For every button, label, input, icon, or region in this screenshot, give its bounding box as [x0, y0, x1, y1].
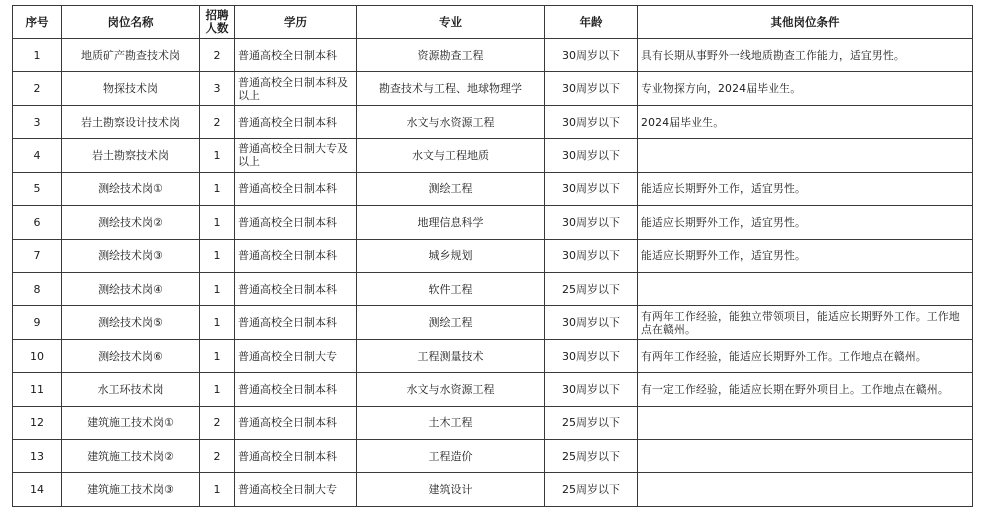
cell-education: 普通高校全日制本科 [235, 239, 357, 272]
cell-recruit-count: 1 [200, 139, 235, 172]
cell-education: 普通高校全日制大专 [235, 339, 357, 372]
cell-seq: 11 [13, 373, 62, 406]
cell-major: 软件工程 [357, 272, 545, 305]
cell-age: 30周岁以下 [545, 172, 638, 205]
cell-education: 普通高校全日制本科 [235, 306, 357, 339]
cell-major: 水文与工程地质 [357, 139, 545, 172]
cell-major: 测绘工程 [357, 306, 545, 339]
cell-age: 25周岁以下 [545, 272, 638, 305]
cell-recruit-count: 1 [200, 306, 235, 339]
cell-other-conditions: 有一定工作经验，能适应长期在野外项目上。工作地点在赣州。 [638, 373, 973, 406]
cell-age: 25周岁以下 [545, 406, 638, 439]
cell-seq: 2 [13, 72, 62, 105]
table-header-row [13, 6, 973, 39]
cell-position-name: 测绘技术岗② [62, 206, 200, 239]
cell-position-name: 地质矿产勘查技术岗 [62, 39, 200, 72]
cell-education: 普通高校全日制本科 [235, 440, 357, 473]
cell-recruit-count: 1 [200, 373, 235, 406]
cell-education: 普通高校全日制本科 [235, 373, 357, 406]
cell-seq: 1 [13, 39, 62, 72]
cell-recruit-count: 1 [200, 473, 235, 507]
header-other-conditions: 其他岗位条件 [638, 6, 973, 39]
table-row [13, 406, 973, 439]
header-age: 年龄 [545, 6, 638, 39]
cell-major: 勘查技术与工程、地球物理学 [357, 72, 545, 105]
header-major: 专业 [357, 6, 545, 39]
cell-position-name: 物探技术岗 [62, 72, 200, 105]
header-position-name: 岗位名称 [62, 6, 200, 39]
cell-other-conditions: 具有长期从事野外一线地质勘查工作能力，适宜男性。 [638, 39, 973, 72]
cell-position-name: 测绘技术岗⑥ [62, 339, 200, 372]
cell-major: 资源勘查工程 [357, 39, 545, 72]
cell-other-conditions: 有两年工作经验，能独立带领项目，能适应长期野外工作。工作地点在赣州。 [638, 306, 973, 339]
cell-position-name: 测绘技术岗① [62, 172, 200, 205]
cell-recruit-count: 2 [200, 406, 235, 439]
cell-education: 普通高校全日制本科 [235, 406, 357, 439]
cell-recruit-count: 2 [200, 440, 235, 473]
cell-other-conditions: 能适应长期野外工作，适宜男性。 [638, 239, 973, 272]
cell-major: 测绘工程 [357, 172, 545, 205]
cell-position-name: 测绘技术岗③ [62, 239, 200, 272]
cell-education: 普通高校全日制大专及以上 [235, 139, 357, 172]
cell-major: 水文与水资源工程 [357, 373, 545, 406]
cell-recruit-count: 1 [200, 172, 235, 205]
cell-seq: 3 [13, 105, 62, 138]
cell-seq: 9 [13, 306, 62, 339]
cell-age: 30周岁以下 [545, 139, 638, 172]
header-seq: 序号 [13, 6, 62, 39]
cell-recruit-count: 3 [200, 72, 235, 105]
cell-other-conditions: 能适应长期野外工作，适宜男性。 [638, 172, 973, 205]
cell-major: 建筑设计 [357, 473, 545, 507]
cell-position-name: 测绘技术岗④ [62, 272, 200, 305]
cell-major: 工程造价 [357, 440, 545, 473]
cell-position-name: 建筑施工技术岗② [62, 440, 200, 473]
cell-seq: 8 [13, 272, 62, 305]
cell-other-conditions [638, 440, 973, 473]
cell-seq: 7 [13, 239, 62, 272]
cell-recruit-count: 1 [200, 206, 235, 239]
cell-age: 30周岁以下 [545, 206, 638, 239]
job-positions-table [12, 5, 973, 507]
cell-position-name: 建筑施工技术岗① [62, 406, 200, 439]
table-row [13, 39, 973, 72]
table-row [13, 440, 973, 473]
cell-age: 30周岁以下 [545, 239, 638, 272]
cell-age: 25周岁以下 [545, 473, 638, 507]
cell-age: 30周岁以下 [545, 339, 638, 372]
cell-recruit-count: 2 [200, 39, 235, 72]
cell-other-conditions: 2024届毕业生。 [638, 105, 973, 138]
table-row [13, 272, 973, 305]
cell-education: 普通高校全日制本科 [235, 272, 357, 305]
cell-recruit-count: 2 [200, 105, 235, 138]
cell-major: 工程测量技术 [357, 339, 545, 372]
cell-age: 30周岁以下 [545, 39, 638, 72]
cell-education: 普通高校全日制本科及以上 [235, 72, 357, 105]
cell-recruit-count: 1 [200, 272, 235, 305]
table-row [13, 473, 973, 507]
table-row [13, 139, 973, 172]
cell-seq: 5 [13, 172, 62, 205]
table-row [13, 306, 973, 339]
cell-education: 普通高校全日制本科 [235, 39, 357, 72]
cell-position-name: 建筑施工技术岗③ [62, 473, 200, 507]
table-body [13, 39, 973, 507]
cell-other-conditions [638, 139, 973, 172]
cell-seq: 12 [13, 406, 62, 439]
header-education: 学历 [235, 6, 357, 39]
cell-age: 30周岁以下 [545, 105, 638, 138]
cell-position-name: 水工环技术岗 [62, 373, 200, 406]
table-row [13, 172, 973, 205]
cell-other-conditions: 能适应长期野外工作，适宜男性。 [638, 206, 973, 239]
cell-other-conditions [638, 473, 973, 507]
cell-education: 普通高校全日制大专 [235, 473, 357, 507]
cell-position-name: 岩土勘察技术岗 [62, 139, 200, 172]
cell-recruit-count: 1 [200, 239, 235, 272]
table-row [13, 373, 973, 406]
cell-age: 30周岁以下 [545, 306, 638, 339]
cell-major: 水文与水资源工程 [357, 105, 545, 138]
cell-seq: 13 [13, 440, 62, 473]
cell-position-name: 测绘技术岗⑤ [62, 306, 200, 339]
table-row [13, 206, 973, 239]
cell-education: 普通高校全日制本科 [235, 105, 357, 138]
cell-age: 30周岁以下 [545, 72, 638, 105]
cell-seq: 6 [13, 206, 62, 239]
cell-major: 土木工程 [357, 406, 545, 439]
cell-education: 普通高校全日制本科 [235, 172, 357, 205]
table-row [13, 239, 973, 272]
cell-other-conditions [638, 406, 973, 439]
cell-education: 普通高校全日制本科 [235, 206, 357, 239]
cell-age: 25周岁以下 [545, 440, 638, 473]
cell-major: 城乡规划 [357, 239, 545, 272]
cell-position-name: 岩土勘察设计技术岗 [62, 105, 200, 138]
cell-seq: 14 [13, 473, 62, 507]
cell-other-conditions: 有两年工作经验，能适应长期野外工作。工作地点在赣州。 [638, 339, 973, 372]
table-row [13, 72, 973, 105]
cell-seq: 10 [13, 339, 62, 372]
cell-recruit-count: 1 [200, 339, 235, 372]
table-row [13, 339, 973, 372]
cell-other-conditions: 专业物探方向，2024届毕业生。 [638, 72, 973, 105]
cell-major: 地理信息科学 [357, 206, 545, 239]
table-row [13, 105, 973, 138]
cell-seq: 4 [13, 139, 62, 172]
cell-age: 30周岁以下 [545, 373, 638, 406]
header-recruit-count: 招聘人数 [200, 6, 235, 39]
cell-other-conditions [638, 272, 973, 305]
